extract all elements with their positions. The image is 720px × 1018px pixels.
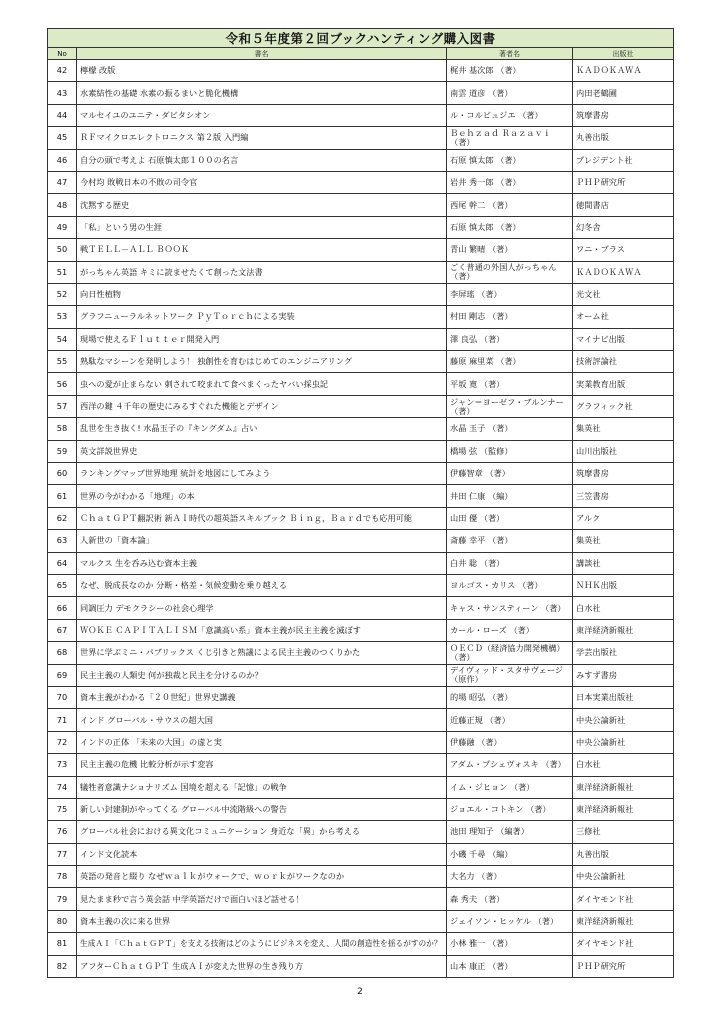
book-title: 向日性植物 [77, 283, 447, 305]
book-number: 52 [48, 283, 77, 305]
book-number: 61 [48, 485, 77, 507]
book-author: ヨルゴス・カリス （著） [447, 574, 573, 596]
book-publisher: 技術評論社 [573, 351, 674, 373]
book-number: 54 [48, 328, 77, 350]
book-number: 63 [48, 530, 77, 552]
book-number: 77 [48, 843, 77, 865]
book-publisher: ダイヤモンド社 [573, 888, 674, 910]
book-publisher: ダイヤモンド社 [573, 933, 674, 955]
book-publisher: 実業教育出版 [573, 373, 674, 395]
book-publisher: 東洋経済新報社 [573, 798, 674, 820]
table-body [48, 60, 674, 978]
book-publisher: 幻冬舎 [573, 216, 674, 238]
book-author: 大名力 （著） [447, 866, 573, 888]
book-publisher: グラフィック社 [573, 395, 674, 417]
book-title: 熟駄なマシーンを発明しよう！ 独創性を育むはじめてのエンジニアリング [77, 351, 447, 373]
book-number: 69 [48, 664, 77, 686]
book-publisher: 筑摩書房 [573, 463, 674, 485]
table-row [48, 171, 674, 193]
book-title: 世界の今がわかる「地理」の本 [77, 485, 447, 507]
table-row [48, 104, 674, 126]
book-publisher: 講談社 [573, 552, 674, 574]
book-author: 山田 優 （著） [447, 507, 573, 529]
book-publisher: プレジデント社 [573, 149, 674, 171]
book-author: Ｂｅｈｚａｄ Ｒａｚａｖｉ （著） [447, 127, 573, 149]
book-title: 民主主義の危機 比較分析が示す変容 [77, 754, 447, 776]
book-publisher: 中央公論新社 [573, 731, 674, 753]
table-row [48, 239, 674, 261]
table-row [48, 910, 674, 932]
book-number: 72 [48, 731, 77, 753]
book-publisher: 学芸出版社 [573, 642, 674, 664]
table-row [48, 642, 674, 664]
table-row [48, 306, 674, 328]
book-author: ル・コルビュジエ （著） [447, 104, 573, 126]
book-title: マルクス 生を呑み込む資本主義 [77, 552, 447, 574]
book-author: アダム・プシェヴォスキ （著） [447, 754, 573, 776]
book-table [47, 28, 674, 978]
book-publisher: 中央公論新社 [573, 709, 674, 731]
book-author: 小林 雅一 （著） [447, 933, 573, 955]
book-title: 見たまま秒で言う英会話 中学英語だけで面白いほど話せる！ [77, 888, 447, 910]
book-author: 藤原 麻里菜 （著） [447, 351, 573, 373]
table-row [48, 597, 674, 619]
book-title: インドの正体 「未来の大国」の虚と実 [77, 731, 447, 753]
table-row [48, 216, 674, 238]
book-author: 白井 聡 （著） [447, 552, 573, 574]
table-row [48, 888, 674, 910]
book-author: ジェイソン・ヒッケル （著） [447, 910, 573, 932]
book-author: 小磯 千尋 （編） [447, 843, 573, 865]
book-title: 西洋の鍵 ４千年の歴史にみるすぐれた機能とデザイン [77, 395, 447, 417]
book-publisher: 徳間書店 [573, 194, 674, 216]
book-publisher: 内田老鶴圃 [573, 82, 674, 104]
book-number: 59 [48, 440, 77, 462]
book-publisher: 集英社 [573, 418, 674, 440]
book-number: 47 [48, 171, 77, 193]
book-title: 檸檬 改版 [77, 60, 447, 82]
table-row [48, 463, 674, 485]
book-author: 南雲 道彦 （著） [447, 82, 573, 104]
book-author: 伊藤智章 （著） [447, 463, 573, 485]
book-number: 46 [48, 149, 77, 171]
book-publisher: ＰＨＰ研究所 [573, 171, 674, 193]
book-publisher: 日本実業出版社 [573, 686, 674, 708]
book-number: 60 [48, 463, 77, 485]
table-row [48, 664, 674, 686]
book-title: 英文詳説世界史 [77, 440, 447, 462]
book-number: 80 [48, 910, 77, 932]
table-row [48, 485, 674, 507]
page-number: 2 [357, 987, 363, 997]
table-row [48, 552, 674, 574]
table-row [48, 866, 674, 888]
book-publisher: オーム社 [573, 306, 674, 328]
table-row [48, 821, 674, 843]
book-title: グラフニューラルネットワーク ＰｙＴｏｒｃｈによる実装 [77, 306, 447, 328]
book-publisher: 中央公論新社 [573, 866, 674, 888]
book-author: カール・ローズ （著） [447, 619, 573, 641]
book-title: アフターＣｈａｔＧＰＴ 生成ＡＩが変えた世界の生き残り方 [77, 955, 447, 977]
book-number: 51 [48, 261, 77, 283]
book-publisher: ＰＨＰ研究所 [573, 955, 674, 977]
book-author: 橋場 弦 （監修） [447, 440, 573, 462]
book-author: 村田 剛志 （著） [447, 306, 573, 328]
book-author: デイヴィッド・スタサヴェージ （原作） [447, 664, 573, 686]
book-author: 近藤正規 （著） [447, 709, 573, 731]
book-title: ＷＯＫＥ ＣＡＰＩＴＡＬＩＳＭ「意識高い系」資本主義が民主主義を滅ぼす [77, 619, 447, 641]
table-row [48, 530, 674, 552]
book-number: 53 [48, 306, 77, 328]
book-publisher: 光文社 [573, 283, 674, 305]
book-publisher: ワニ・プラス [573, 239, 674, 261]
book-title: グローバル社会における異文化コミュニケーション 身近な「異」から考える [77, 821, 447, 843]
book-title: 生成ＡＩ「ＣｈａｔＧＰＴ」を支える技術はどのようにビジネスを変え、人間の創造性を揺るがすのか？ [77, 933, 447, 955]
book-title: 英語の発音と綴り なぜｗａｌｋがウォークで、ｗｏｒｋがワークなのか [77, 866, 447, 888]
book-number: 57 [48, 395, 77, 417]
book-publisher: 丸善出版 [573, 127, 674, 149]
book-author: ジョエル・コトキン （著） [447, 798, 573, 820]
table-row [48, 843, 674, 865]
book-number: 44 [48, 104, 77, 126]
book-title: 今村均 敗戦日本の不敗の司令官 [77, 171, 447, 193]
table-row [48, 395, 674, 417]
book-title: 世界に学ぶミニ・パブリックス くじ引きと熟議による民主主義のつくりかた [77, 642, 447, 664]
book-title: 沈黙する歴史 [77, 194, 447, 216]
book-title: 資本主義の次に来る世界 [77, 910, 447, 932]
book-title: なぜ、脱成長なのか 分断・格差・気候変動を乗り越える [77, 574, 447, 596]
book-title: マルセイユのユニテ・ダビタシオン [77, 104, 447, 126]
book-publisher: アルク [573, 507, 674, 529]
book-author: 井田 仁康 （編） [447, 485, 573, 507]
book-title: 虫への愛が止まらない 刺されて咬まれて食べまくったヤバい採虫記 [77, 373, 447, 395]
book-author: 青山 繁晴 （著） [447, 239, 573, 261]
book-author: 的場 昭弘 （著） [447, 686, 573, 708]
book-publisher: 東洋経済新報社 [573, 776, 674, 798]
book-title: 戦ＴＥＬＬ－ＡＬＬ ＢＯＯＫ [77, 239, 447, 261]
table-row [48, 351, 674, 373]
book-author: ごく普通の外国人がっちゃん （著） [447, 261, 573, 283]
book-title: ランキングマップ世界地理 統計を地図にしてみよう [77, 463, 447, 485]
book-number: 42 [48, 60, 77, 82]
book-title: 犠牲者意識ナショナリズム 国境を超える「記憶」の戦争 [77, 776, 447, 798]
book-title: 新しい封建制がやってくる グローバル中流階級への警告 [77, 798, 447, 820]
book-number: 50 [48, 239, 77, 261]
page-title: 令和５年度第２回ブックハンティング購入図書 [48, 29, 674, 48]
book-publisher: マイナビ出版 [573, 328, 674, 350]
book-publisher: 筑摩書房 [573, 104, 674, 126]
table-row [48, 933, 674, 955]
book-author: 水晶 玉子 （著） [447, 418, 573, 440]
table-row [48, 686, 674, 708]
book-number: 67 [48, 619, 77, 641]
table-row [48, 574, 674, 596]
book-number: 56 [48, 373, 77, 395]
book-publisher: ＫＡＤＯＫＡＷＡ [573, 261, 674, 283]
book-list-sheet [47, 28, 673, 978]
book-publisher: 白水社 [573, 754, 674, 776]
book-author: キャス・サンスティーン （著） [447, 597, 573, 619]
table-row [48, 619, 674, 641]
table-row [48, 60, 674, 82]
table-row [48, 373, 674, 395]
book-author: 山本 康正 （著） [447, 955, 573, 977]
book-author: 斎藤 幸平 （著） [447, 530, 573, 552]
book-author: 西尾 幹二 （著） [447, 194, 573, 216]
book-number: 49 [48, 216, 77, 238]
col-header-title: 書名 [77, 48, 447, 60]
book-author: 石原 慎太郎 （著） [447, 216, 573, 238]
table-row [48, 507, 674, 529]
book-number: 58 [48, 418, 77, 440]
table-row [48, 731, 674, 753]
col-header-publisher: 出版社 [573, 48, 674, 60]
book-title: 資本主義がわかる「２０世紀」世界史講義 [77, 686, 447, 708]
book-title: ＣｈａｔＧＰＴ翻訳術 新ＡＩ時代の超英語スキルブック Ｂｉｎｇ，Ｂａｒｄでも応用可能 [77, 507, 447, 529]
book-publisher: 三修社 [573, 821, 674, 843]
book-publisher: 丸善出版 [573, 843, 674, 865]
table-row [48, 440, 674, 462]
book-number: 62 [48, 507, 77, 529]
book-publisher: 集英社 [573, 530, 674, 552]
book-number: 76 [48, 821, 77, 843]
book-author: 梶井 基次郎 （著） [447, 60, 573, 82]
book-title: 同調圧力 デモクラシーの社会心理学 [77, 597, 447, 619]
book-publisher: 東洋経済新報社 [573, 910, 674, 932]
book-author: 石原 慎太郎 （著） [447, 149, 573, 171]
book-number: 48 [48, 194, 77, 216]
book-title: ＲＦマイクロエレクトロニクス 第２版 入門編 [77, 127, 447, 149]
book-number: 78 [48, 866, 77, 888]
book-title: 自分の頭で考えよ 石原慎太郎１００の名言 [77, 149, 447, 171]
book-author: 岩井 秀一郎 （著） [447, 171, 573, 193]
col-header-author: 著者名 [447, 48, 573, 60]
book-author: イム・ジヒョン （著） [447, 776, 573, 798]
book-publisher: 山川出版社 [573, 440, 674, 462]
table-row [48, 127, 674, 149]
book-number: 73 [48, 754, 77, 776]
book-title: インド グローバル・サウスの超大国 [77, 709, 447, 731]
table-row [48, 328, 674, 350]
book-number: 64 [48, 552, 77, 574]
book-author: 森 秀夫 （著） [447, 888, 573, 910]
book-number: 45 [48, 127, 77, 149]
book-number: 75 [48, 798, 77, 820]
book-author: ＯＥＣＤ（経済協力開発機構） （著） [447, 642, 573, 664]
table-row [48, 82, 674, 104]
book-publisher: 白水社 [573, 597, 674, 619]
book-publisher: 東洋経済新報社 [573, 619, 674, 641]
table-row [48, 776, 674, 798]
book-number: 82 [48, 955, 77, 977]
table-row [48, 149, 674, 171]
book-number: 55 [48, 351, 77, 373]
book-title: がっちゃん英語 キミに読ませたくて創った文法書 [77, 261, 447, 283]
book-publisher: ＮＨＫ出版 [573, 574, 674, 596]
book-title: 水素結性の基礎 水素の振るまいと脆化機構 [77, 82, 447, 104]
book-number: 65 [48, 574, 77, 596]
book-title: 現場で使えるＦｌｕｔｔｅｒ開発入門 [77, 328, 447, 350]
book-number: 66 [48, 597, 77, 619]
book-author: 池田 理知子 （編著） [447, 821, 573, 843]
book-title: 乱世を生き抜く! 水晶玉子の『キングダム』占い [77, 418, 447, 440]
book-author: 伊藤融 （著） [447, 731, 573, 753]
table-row [48, 955, 674, 977]
book-number: 43 [48, 82, 77, 104]
book-title: 人新世の「資本論」 [77, 530, 447, 552]
book-title: インド文化読本 [77, 843, 447, 865]
book-number: 68 [48, 642, 77, 664]
table-row [48, 798, 674, 820]
col-header-no: No [48, 48, 77, 60]
book-publisher: みすず書房 [573, 664, 674, 686]
book-author: 平坂 寛 （著） [447, 373, 573, 395]
book-number: 70 [48, 686, 77, 708]
book-author: 李屏瑤 （著） [447, 283, 573, 305]
book-publisher: 三笠書房 [573, 485, 674, 507]
book-number: 74 [48, 776, 77, 798]
book-number: 81 [48, 933, 77, 955]
table-row [48, 194, 674, 216]
table-row [48, 418, 674, 440]
table-row [48, 261, 674, 283]
book-author: ジャン＝ヨーゼフ・ブルンナー （著） [447, 395, 573, 417]
book-title: 「私」という男の生涯 [77, 216, 447, 238]
table-row [48, 754, 674, 776]
book-publisher: ＫＡＤＯＫＡＷＡ [573, 60, 674, 82]
table-row [48, 283, 674, 305]
table-row [48, 709, 674, 731]
book-number: 79 [48, 888, 77, 910]
book-title: 民主主義の人類史 何が独裁と民主を分けるのか？ [77, 664, 447, 686]
book-author: 澤 良弘 （著） [447, 328, 573, 350]
book-number: 71 [48, 709, 77, 731]
